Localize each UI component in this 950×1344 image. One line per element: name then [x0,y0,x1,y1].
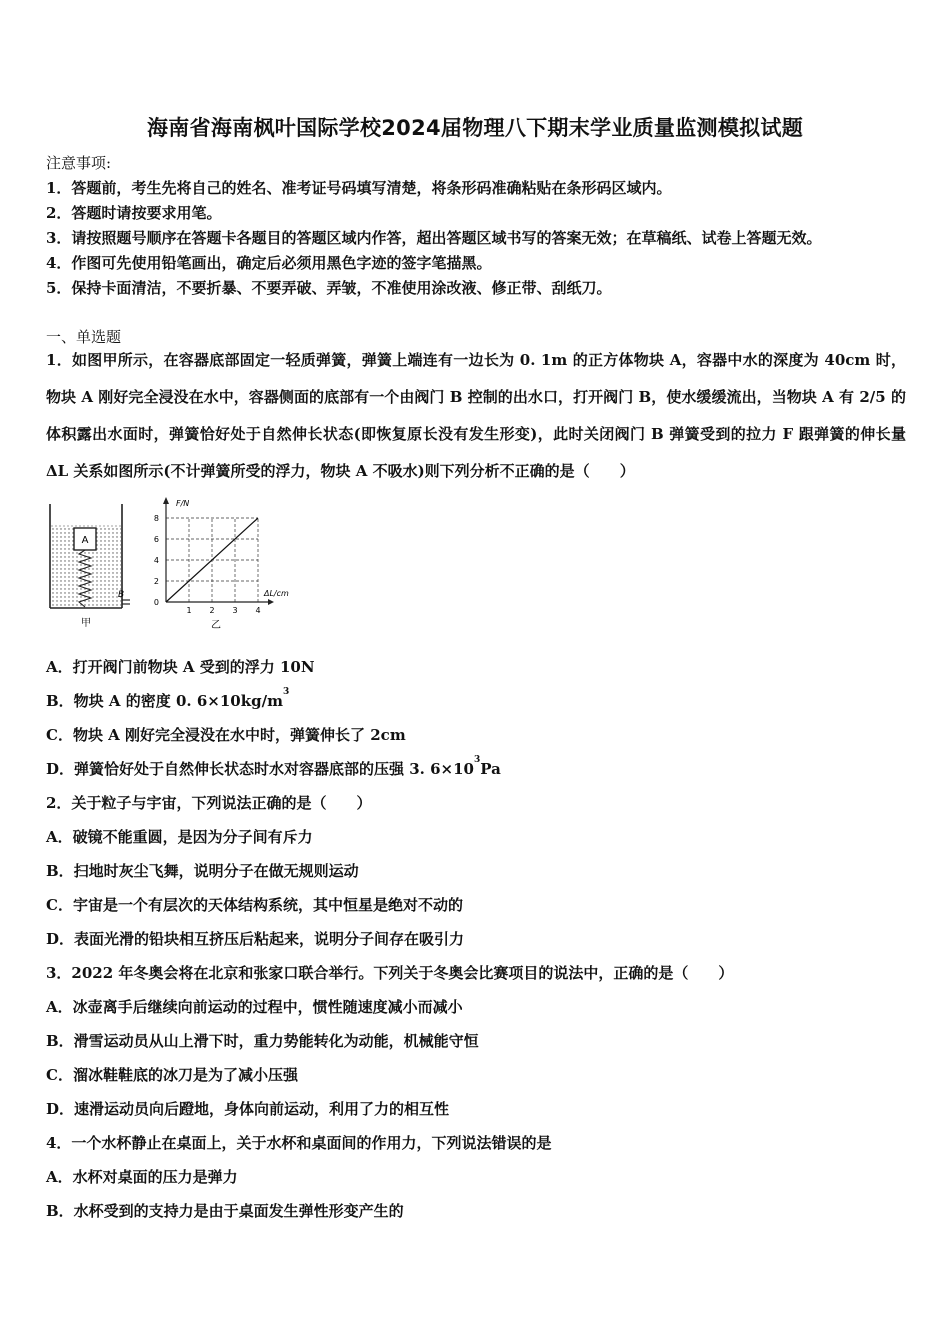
page-title: 海南省海南枫叶国际学校2024届物理八下期末学业质量监测模拟试题 [146,116,804,140]
x-tick-label: 1 [186,606,192,615]
y-tick-label: 2 [153,577,159,586]
notice-item: 3．请按照题号顺序在答题卡各题目的答题区域内作答，超出答题区域书写的答案无效；在草稿纸、试卷上答题无效。 [46,229,822,247]
figure-container-diagram [44,496,134,630]
x-tick-label: 3 [232,606,238,615]
q3-option-b: B．滑雪运动员从山上滑下时，重力势能转化为动能，机械能守恒 [46,1032,479,1050]
q3-option-a: A．冰壶离手后继续向前运动的过程中，惯性随速度减小而减小 [46,998,463,1016]
x-tick-label: 4 [255,606,261,615]
q4-option-a: A．水杯对桌面的压力是弹力 [46,1168,238,1186]
q4-option-b: B．水杯受到的支持力是由于桌面发生弹性形变产生的 [46,1202,404,1220]
notice-heading: 注意事项: [46,154,112,172]
q2-option-a: A．破镜不能重圆，是因为分子间有斥力 [46,828,313,846]
block-a-label: A [81,535,89,546]
y-axis-label: F/N [176,499,190,508]
q2-option-c: C．宇宙是一个有层次的天体结构系统，其中恒星是绝对不动的 [46,896,463,914]
q2-option-d: D．表面光滑的铅块相互挤压后粘起来，说明分子间存在吸引力 [46,930,465,948]
force-extension-chart [146,494,308,632]
notice-item: 5．保持卡面清洁，不要折暴、不要弄破、弄皱，不准使用涂改液、修正带、刮纸刀。 [46,279,612,297]
q1-option-d: D．弹簧恰好处于自然伸长状态时水对容器底部的压强 3. $6\times 10^3Pa$ [46,755,501,778]
q1-option-c: C．物块 A 刚好完全浸没在水中时，弹簧伸长了 2cm [46,726,406,744]
section-heading: 一、单选题 [46,328,122,346]
x-tick-label: 2 [209,606,215,615]
figure-yi-label: 乙 [211,620,221,631]
y-tick-label: 4 [153,556,159,565]
question-3-stem: 3．2022 年冬奥会将在北京和张家口联合举行。下列关于冬奥会比赛项目的说法中，正确的是（ ） [46,964,734,982]
y-tick-label: 6 [153,535,159,544]
question-2-stem: 2．关于粒子与宇宙，下列说法正确的是（ ） [46,794,372,812]
question-4-stem: 4．一个水杯静止在桌面上，关于水杯和桌面间的作用力，下列说法错误的是 [46,1134,552,1152]
q3-option-d: D．速滑运动员向后蹬地，身体向前运动，利用了力的相互性 [46,1100,450,1118]
q3-option-c: C．溜冰鞋鞋底的冰刀是为了减小压强 [46,1066,298,1084]
figure-jia-label: 甲 [81,618,91,629]
valve-b-label: B [118,590,125,600]
q2-option-b: B．扫地时灰尘飞舞，说明分子在做无规则运动 [46,862,359,880]
question-1-stem: 1．如图甲所示，在容器底部固定一轻质弹簧，弹簧上端连有一边长为 0. 1m 的正方体物块 A，容器中水的深度为 40cm 时，物块 A 刚好完全浸没在水中，容器侧面的底部有一个由阀门 B 控制的出水口，打开阀门 B，使水缓缓流出，当物块 A 有 2/5 的体积露出水面时，弹簧恰好处于自然伸长状态(即恢复原长没有发生形变)，此时关闭阀门 B 弹簧受到的拉力 F 跟弹簧的伸长量 ΔL 关系如图所示(不计弹簧所受的浮力，物块 A 不吸水)则下列分析不正确的是（ ） [46,351,906,480]
q1-option-b: B．物块 A 的密度 0. $6\times 10kg/m^3$ [46,687,290,710]
x-axis-arrow [268,599,274,605]
x-axis-label: ΔL/cm [264,589,289,598]
notice-item: 4．作图可先使用铅笔画出，确定后必须用黑色字迹的签字笔描黑。 [46,254,492,272]
y-axis-arrow [163,497,169,504]
q1-option-a: A．打开阀门前物块 A 受到的浮力 10N [46,658,315,676]
notice-item: 2．答题时请按要求用笔。 [46,204,222,222]
notice-item: 1．答题前，考生先将自己的姓名、准考证号码填写清楚，将条形码准确粘贴在条形码区域内。 [46,179,672,197]
y-tick-label: 8 [153,514,159,523]
origin-label: 0 [153,598,159,607]
